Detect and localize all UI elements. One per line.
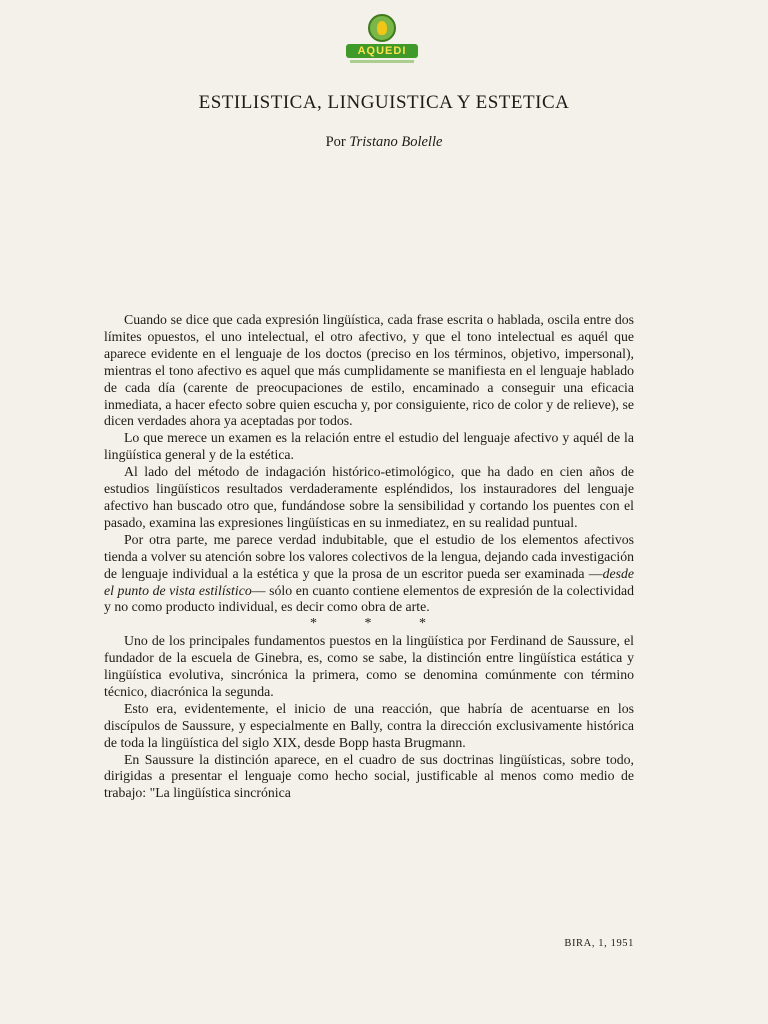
logo-tagline-bar [350,60,414,63]
paragraph: Cuando se dice que cada expresión lingüística, cada frase escrita o hablada, oscila entre dos límites opuestos, el uno intelectual, el otro afectivo, y que el tono intelectual es aquél que aparece evidente en el lenguaje de los doctos (preciso en los términos, objetivo, impersonal), mientras el tono afectivo es aquel que más cumplidamente se manifiesta en el lenguaje hablado de cada día (carente de preocupaciones de estilo, encaminado a conseguir una eficacia inmediata, a hacer efecto sobre quien escucha y, por consiguiente, rico de color y de relieve), se dicen verdades ahora ya aceptadas por todos. [104,312,634,429]
paragraph: Esto era, evidentemente, el inicio de una reacción, que habría de acentuarse en los discípulos de Saussure, y especialmente en Bally, contra la dirección exclusivamente histórica de toda la lingüística del siglo XIX, desde Bopp hasta Brugmann. [104,700,634,750]
paragraph-text: Por otra parte, me parece verdad indubitable, que el estudio de los elementos afectivos tienda a volver su atención sobre los valores colectivos de la lengua, dejando cada investigación de lenguaje individual a la estética y que la prosa de un escritor pueda ser examinada — [104,531,634,581]
author-prefix: Por [325,134,346,150]
author-name: Tristano Bolelle [349,134,443,150]
article-title: ESTILISTICA, LINGUISTICA Y ESTETICA [198,92,570,113]
paragraph [104,532,634,617]
paragraph-text: — sólo en cuanto contiene elementos de expresión de la colectividad y no como producto individual, es decir como obra de arte. [104,582,634,615]
paragraph-italic-phrase: desde el punto de vista estilístico [104,565,634,598]
aquedi-logo [344,14,420,66]
section-separator: * * * [310,616,448,632]
paragraph: Al lado del método de indagación histórico-etimológico, que ha dado en cien años de estudios lingüísticos resultados verdaderamente espléndidos, los instauradores del lenguaje afectivo han buscado otro que, fundándose sobre la sensibilidad y cortando los puentes con el pasado, examina las expresiones lingüísticas en su inmediatez, en su realidad puntual. [104,464,634,530]
leaf-emblem-icon [368,14,396,42]
logo-wordmark: AQUEDI [346,44,418,58]
paragraph: Uno de los principales fundamentos puestos en la lingüística por Ferdinand de Saussure, el fundador de la escuela de Ginebra, es, como se sabe, la distinción entre lingüística estática y lingüística evolutiva, sincrónica la primera, como se denomina comúnmente con término técnico, diacrónica la segunda. [104,633,634,699]
article-body [104,312,634,802]
article-author [0,134,768,151]
paragraph: Lo que merece un examen es la relación entre el estudio del lenguaje afectivo y aquél de la lingüística general y de la estética. [104,430,634,463]
paragraph: En Saussure la distinción aparece, en el cuadro de sus doctrinas lingüísticas, sobre todo, dirigidas a presentar el lenguaje como hecho social, justificable al menos como medio de trabajo: "La lingüística sincrónica [104,751,634,801]
page-footer: BIRA, 1, 1951 [564,938,634,949]
